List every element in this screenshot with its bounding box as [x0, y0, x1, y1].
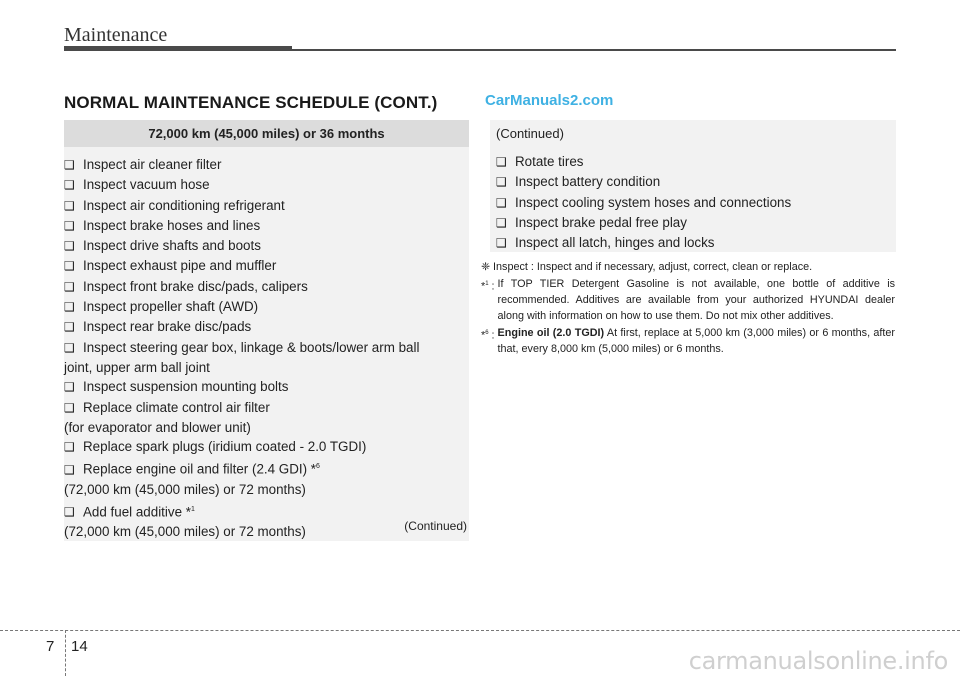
note-inspect [481, 259, 895, 275]
checklist-item-text: Inspect vacuum hose [83, 177, 210, 193]
checklist-item [64, 398, 469, 418]
checklist-item-text: Inspect air conditioning refrigerant [83, 197, 285, 213]
checkbox-icon: ❑ [64, 300, 75, 315]
checklist-item-text: Replace spark plugs (iridium coated - 2.0 TGDI) [83, 439, 367, 455]
checklist-item-text: Inspect drive shafts and boots [83, 238, 261, 254]
checklist-item [496, 152, 896, 172]
header-rule-thin [292, 49, 896, 51]
checklist-item [64, 377, 469, 397]
checklist-item [64, 338, 469, 358]
checkbox-icon: ❑ [64, 239, 75, 254]
checklist-item-text: Rotate tires [515, 154, 584, 169]
checklist-item [64, 457, 469, 480]
checklist-item [496, 233, 896, 253]
checkbox-icon: ❑ [64, 218, 75, 233]
checkbox-icon: ❑ [496, 195, 507, 210]
footer-divider [65, 630, 66, 676]
checkbox-icon: ❑ [64, 158, 75, 172]
note-6-text: Engine oil (2.0 TGDI) At first, replace at 5,000 km (3,000 miles) or 6 months, after that, every 8,000 km (5,000 miles) or 6 months. [497, 327, 896, 355]
schedule-interval-heading: 72,000 km (45,000 miles) or 36 months [64, 120, 469, 147]
checkbox-icon: ❑ [64, 400, 75, 415]
left-item-list [64, 155, 469, 542]
checklist-item-text: Inspect steering gear box, linkage & boots/lower arm ball [83, 339, 420, 355]
checklist-item [64, 175, 469, 195]
note-inspect-text: Inspect : Inspect and if necessary, adjust, correct, clean or replace. [493, 261, 813, 273]
checklist-item-text: Inspect rear brake disc/pads [83, 319, 252, 335]
checklist-item [64, 236, 469, 256]
checklist-item-text: Replace engine oil and filter (2.4 GDI) * [83, 461, 316, 477]
checkbox-icon: ❑ [64, 380, 75, 395]
footnote-ref: 6 [315, 463, 320, 471]
footer-rule [0, 630, 960, 631]
chapter-number: 7 [46, 638, 55, 655]
checklist-item-text: Replace climate control air filter [83, 399, 270, 415]
checklist-item-continuation: (for evaporator and blower unit) [64, 419, 251, 435]
checkbox-icon: ❑ [496, 175, 507, 190]
checklist-item [64, 317, 469, 337]
checklist-item [64, 196, 469, 216]
checklist-item-text: Inspect brake hoses and lines [83, 217, 261, 233]
section-title: NORMAL MAINTENANCE SCHEDULE (CONT.) [64, 93, 438, 112]
checklist-item-text: Add fuel additive * [83, 503, 191, 519]
continued-label: (Continued) [404, 519, 467, 533]
checklist-item-continuation: joint, upper arm ball joint [64, 359, 210, 375]
checklist-item-text: Inspect air cleaner filter [83, 157, 222, 172]
checklist-item-text: Inspect brake pedal free play [515, 214, 687, 230]
site-watermark: carmanualsonline.info [688, 647, 948, 675]
checkbox-icon: ❑ [496, 155, 507, 169]
checklist-item [64, 216, 469, 236]
checkbox-icon: ❑ [64, 440, 75, 455]
checkbox-icon: ❑ [64, 504, 75, 519]
checkbox-icon: ❑ [64, 462, 75, 477]
checklist-item-text: Inspect all latch, hinges and locks [515, 235, 715, 251]
checklist-item-text: Inspect cooling system hoses and connections [515, 194, 792, 210]
checkbox-icon: ❑ [64, 279, 75, 294]
note-1-mark: *$^1$ : [481, 280, 495, 293]
footnote-ref: 1 [190, 505, 195, 513]
page-header-title: Maintenance [64, 24, 168, 46]
note-6-mark: *$^6$ : [481, 329, 495, 342]
checklist-item [64, 256, 469, 276]
footnotes [481, 259, 895, 358]
checklist-item [496, 213, 896, 233]
checklist-item [64, 437, 469, 457]
asterism-icon: ❈ [481, 261, 491, 273]
checklist-item-continuation: (72,000 km (45,000 miles) or 72 months) [64, 524, 306, 540]
checkbox-icon: ❑ [496, 215, 507, 230]
checklist-item-text: Inspect exhaust pipe and muffler [83, 258, 277, 274]
checklist-item [496, 172, 896, 192]
checklist-item-text: Inspect propeller shaft (AWD) [83, 299, 259, 315]
checkbox-icon: ❑ [64, 178, 75, 193]
checkbox-icon: ❑ [496, 236, 507, 251]
schedule-panel-left [64, 120, 469, 541]
checklist-item-continuation: (72,000 km (45,000 miles) or 72 months) [64, 482, 306, 498]
watermark-link[interactable]: CarManuals2.com [485, 92, 614, 109]
checkbox-icon: ❑ [64, 340, 75, 355]
checkbox-icon: ❑ [64, 198, 75, 213]
checklist-item [496, 193, 896, 213]
checklist-item-text: Inspect battery condition [515, 174, 661, 190]
checkbox-icon: ❑ [64, 320, 75, 335]
note-1-text: If TOP TIER Detergent Gasoline is not available, one bottle of additive is recommended. Additives are available from your authorized HYUNDAI dealer along with information on how to use them. Do not mix other additives. [497, 278, 895, 322]
note-6-bold: Engine oil (2.0 TGDI) [497, 327, 605, 339]
header-rule-thick [64, 46, 292, 51]
right-item-list [496, 152, 896, 253]
checkbox-icon: ❑ [64, 259, 75, 274]
checklist-item [64, 277, 469, 297]
page-number: 14 [71, 638, 88, 655]
checklist-item-text: Inspect front brake disc/pads, calipers [83, 278, 308, 294]
note-6 [481, 325, 895, 357]
schedule-panel-right [490, 120, 896, 252]
continued-label-top: (Continued) [496, 126, 564, 141]
note-1 [481, 276, 895, 324]
checklist-item [64, 155, 469, 175]
checklist-item [64, 297, 469, 317]
checklist-item-text: Inspect suspension mounting bolts [83, 379, 289, 395]
